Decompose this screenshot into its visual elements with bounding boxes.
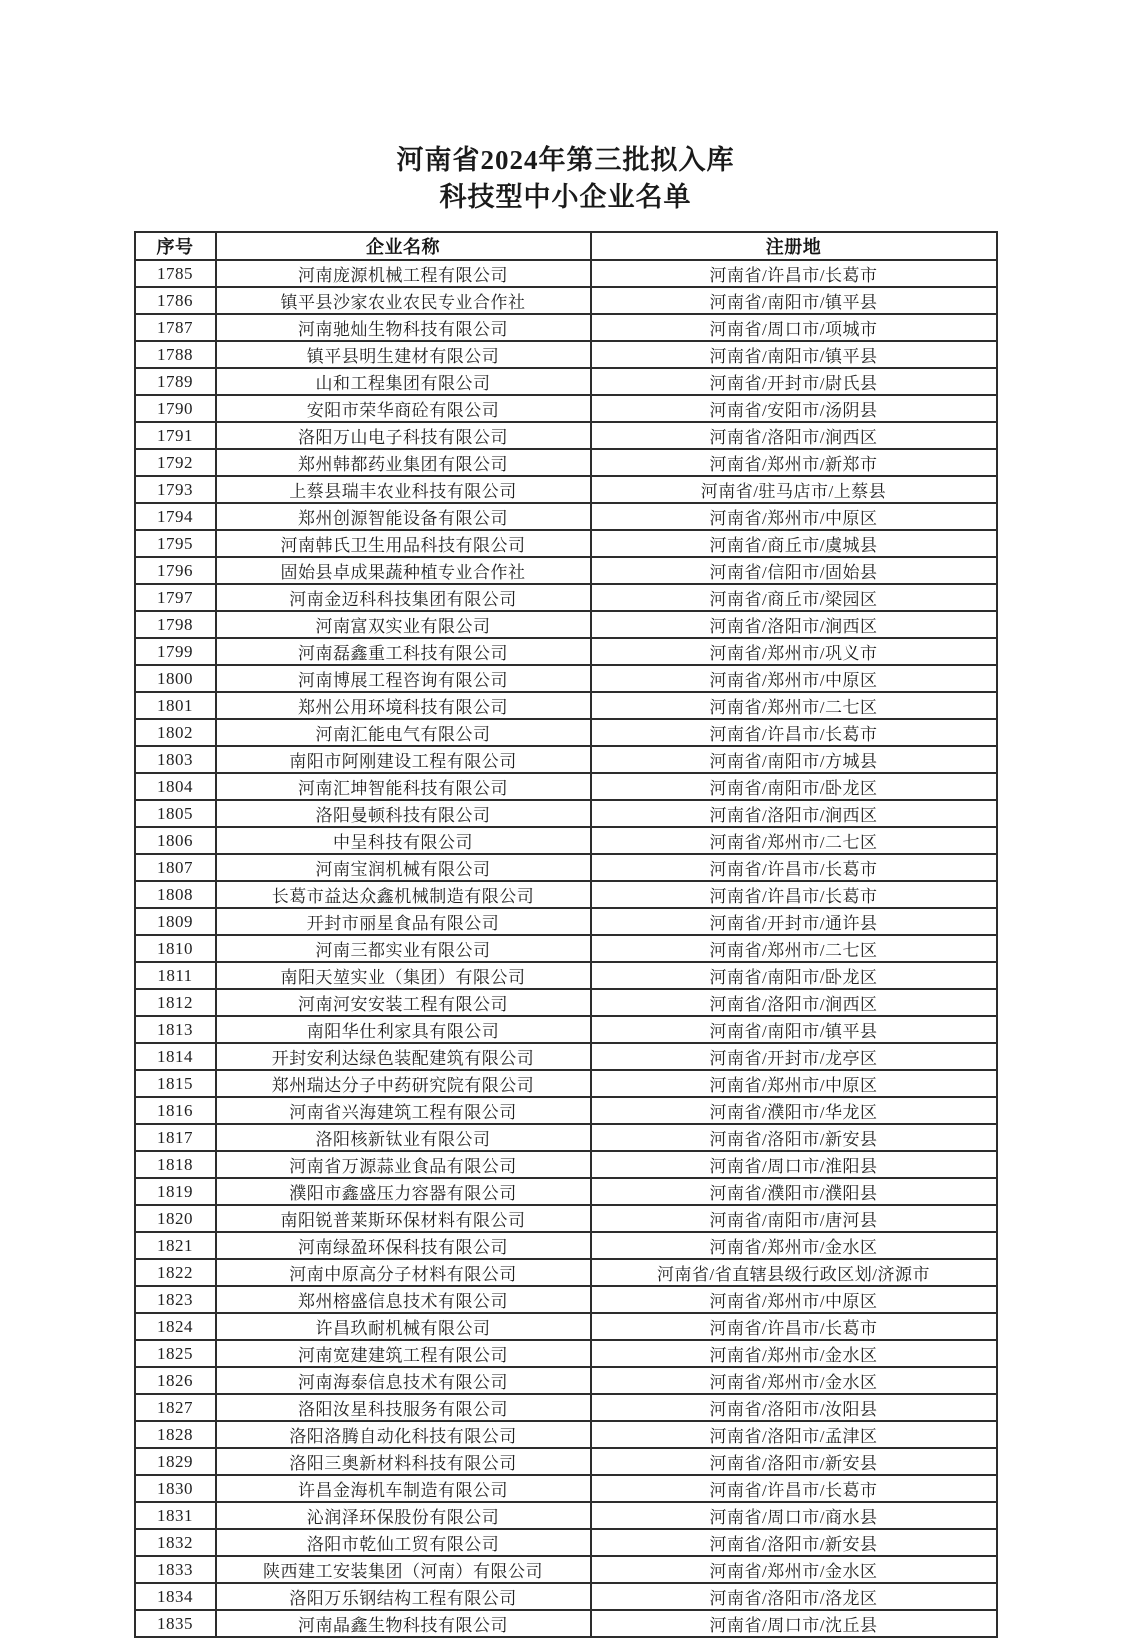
row-number-cell: 1788 [135,341,216,368]
registration-cell: 河南省/南阳市/镇平县 [591,287,997,314]
table-row [135,368,997,395]
company-name-cell: 许昌金海机车制造有限公司 [216,1475,591,1502]
registration-cell: 河南省/洛阳市/涧西区 [591,422,997,449]
row-number-cell: 1812 [135,989,216,1016]
table-row [135,476,997,503]
column-header-serial: 序号 [135,232,216,260]
row-number-cell: 1825 [135,1340,216,1367]
row-number-cell: 1796 [135,557,216,584]
table-row [135,1529,997,1556]
registration-cell: 河南省/周口市/沈丘县 [591,1610,997,1637]
table-row [135,1367,997,1394]
company-name-cell: 河南省兴海建筑工程有限公司 [216,1097,591,1124]
row-number-cell: 1795 [135,530,216,557]
company-table [134,231,998,1638]
company-name-cell: 洛阳洛腾自动化科技有限公司 [216,1421,591,1448]
table-row [135,1475,997,1502]
company-name-cell: 郑州榕盛信息技术有限公司 [216,1286,591,1313]
row-number-cell: 1805 [135,800,216,827]
row-number-cell: 1793 [135,476,216,503]
registration-cell: 河南省/郑州市/中原区 [591,503,997,530]
registration-cell: 河南省/南阳市/镇平县 [591,341,997,368]
company-table-header [135,232,997,260]
row-number-cell: 1810 [135,935,216,962]
page-title-line2: 科技型中小企业名单 [439,182,692,212]
company-name-cell: 洛阳三奥新材料科技有限公司 [216,1448,591,1475]
company-name-cell: 河南庞源机械工程有限公司 [216,260,591,287]
registration-cell: 河南省/洛阳市/洛龙区 [591,1583,997,1610]
registration-cell: 河南省/郑州市/金水区 [591,1340,997,1367]
company-name-cell: 固始县卓成果蔬种植专业合作社 [216,557,591,584]
row-number-cell: 1832 [135,1529,216,1556]
registration-cell: 河南省/郑州市/金水区 [591,1367,997,1394]
registration-cell: 河南省/周口市/淮阳县 [591,1151,997,1178]
row-number-cell: 1791 [135,422,216,449]
table-row [135,1016,997,1043]
registration-cell: 河南省/驻马店市/上蔡县 [591,476,997,503]
company-name-cell: 开封市丽星食品有限公司 [216,908,591,935]
row-number-cell: 1833 [135,1556,216,1583]
company-name-cell: 河南磊鑫重工科技有限公司 [216,638,591,665]
row-number-cell: 1797 [135,584,216,611]
registration-cell: 河南省/许昌市/长葛市 [591,881,997,908]
registration-cell: 河南省/许昌市/长葛市 [591,1475,997,1502]
column-header-registration: 注册地 [591,232,997,260]
table-row [135,1178,997,1205]
row-number-cell: 1799 [135,638,216,665]
company-name-cell: 洛阳核新钛业有限公司 [216,1124,591,1151]
registration-cell: 河南省/濮阳市/濮阳县 [591,1178,997,1205]
registration-cell: 河南省/开封市/通许县 [591,908,997,935]
table-row [135,1313,997,1340]
row-number-cell: 1798 [135,611,216,638]
company-name-cell: 安阳市荣华商砼有限公司 [216,395,591,422]
registration-cell: 河南省/信阳市/固始县 [591,557,997,584]
registration-cell: 河南省/郑州市/中原区 [591,1070,997,1097]
registration-cell: 河南省/洛阳市/新安县 [591,1448,997,1475]
registration-cell: 河南省/洛阳市/涧西区 [591,800,997,827]
company-name-cell: 南阳天堃实业（集团）有限公司 [216,962,591,989]
row-number-cell: 1830 [135,1475,216,1502]
table-row [135,746,997,773]
row-number-cell: 1787 [135,314,216,341]
row-number-cell: 1834 [135,1583,216,1610]
row-number-cell: 1794 [135,503,216,530]
table-row [135,1259,997,1286]
company-name-cell: 上蔡县瑞丰农业科技有限公司 [216,476,591,503]
table-row [135,1340,997,1367]
registration-cell: 河南省/许昌市/长葛市 [591,1313,997,1340]
registration-cell: 河南省/郑州市/中原区 [591,1286,997,1313]
company-name-cell: 郑州瑞达分子中药研究院有限公司 [216,1070,591,1097]
row-number-cell: 1802 [135,719,216,746]
table-row [135,773,997,800]
registration-cell: 河南省/开封市/尉氏县 [591,368,997,395]
row-number-cell: 1801 [135,692,216,719]
table-row [135,827,997,854]
table-row [135,1151,997,1178]
row-number-cell: 1789 [135,368,216,395]
table-row [135,314,997,341]
company-name-cell: 河南宝润机械有限公司 [216,854,591,881]
company-name-cell: 郑州韩都药业集团有限公司 [216,449,591,476]
row-number-cell: 1828 [135,1421,216,1448]
table-row [135,584,997,611]
table-row [135,1583,997,1610]
row-number-cell: 1822 [135,1259,216,1286]
table-row [135,1232,997,1259]
company-name-cell: 河南汇能电气有限公司 [216,719,591,746]
row-number-cell: 1808 [135,881,216,908]
registration-cell: 河南省/洛阳市/涧西区 [591,989,997,1016]
table-row [135,962,997,989]
row-number-cell: 1815 [135,1070,216,1097]
company-name-cell: 镇平县明生建材有限公司 [216,341,591,368]
registration-cell: 河南省/省直辖县级行政区划/济源市 [591,1259,997,1286]
table-row [135,692,997,719]
row-number-cell: 1804 [135,773,216,800]
company-name-cell: 许昌玖耐机械有限公司 [216,1313,591,1340]
company-name-cell: 南阳华仕利家具有限公司 [216,1016,591,1043]
table-row [135,1124,997,1151]
row-number-cell: 1786 [135,287,216,314]
company-name-cell: 洛阳汝星科技服务有限公司 [216,1394,591,1421]
registration-cell: 河南省/郑州市/二七区 [591,935,997,962]
table-row [135,1394,997,1421]
table-row [135,1205,997,1232]
row-number-cell: 1816 [135,1097,216,1124]
registration-cell: 河南省/周口市/项城市 [591,314,997,341]
company-name-cell: 河南省万源蒜业食品有限公司 [216,1151,591,1178]
company-name-cell: 河南海泰信息技术有限公司 [216,1367,591,1394]
table-row [135,1043,997,1070]
table-row [135,1610,997,1637]
table-row [135,881,997,908]
table-row [135,503,997,530]
company-name-cell: 河南绿盈环保科技有限公司 [216,1232,591,1259]
registration-cell: 河南省/周口市/商水县 [591,1502,997,1529]
header-row [135,232,997,260]
table-row [135,557,997,584]
table-row [135,935,997,962]
registration-cell: 河南省/许昌市/长葛市 [591,260,997,287]
company-name-cell: 南阳市阿刚建设工程有限公司 [216,746,591,773]
row-number-cell: 1807 [135,854,216,881]
registration-cell: 河南省/南阳市/卧龙区 [591,962,997,989]
registration-cell: 河南省/南阳市/镇平县 [591,1016,997,1043]
registration-cell: 河南省/郑州市/二七区 [591,827,997,854]
company-name-cell: 长葛市益达众鑫机械制造有限公司 [216,881,591,908]
table-row [135,1286,997,1313]
registration-cell: 河南省/洛阳市/新安县 [591,1124,997,1151]
page-title [0,142,1131,216]
registration-cell: 河南省/郑州市/二七区 [591,692,997,719]
company-name-cell: 河南驰灿生物科技有限公司 [216,314,591,341]
row-number-cell: 1823 [135,1286,216,1313]
company-name-cell: 濮阳市鑫盛压力容器有限公司 [216,1178,591,1205]
table-row [135,1421,997,1448]
company-name-cell: 河南宽建建筑工程有限公司 [216,1340,591,1367]
row-number-cell: 1790 [135,395,216,422]
table-row [135,449,997,476]
table-row [135,800,997,827]
company-table-body [135,260,997,1637]
row-number-cell: 1806 [135,827,216,854]
registration-cell: 河南省/洛阳市/涧西区 [591,611,997,638]
table-row [135,854,997,881]
company-name-cell: 河南富双实业有限公司 [216,611,591,638]
row-number-cell: 1792 [135,449,216,476]
table-row [135,530,997,557]
company-name-cell: 河南河安安装工程有限公司 [216,989,591,1016]
company-name-cell: 河南韩氏卫生用品科技有限公司 [216,530,591,557]
company-name-cell: 南阳锐普莱斯环保材料有限公司 [216,1205,591,1232]
registration-cell: 河南省/郑州市/中原区 [591,665,997,692]
company-name-cell: 河南晶鑫生物科技有限公司 [216,1610,591,1637]
table-row [135,989,997,1016]
table-row [135,1097,997,1124]
registration-cell: 河南省/商丘市/虞城县 [591,530,997,557]
row-number-cell: 1803 [135,746,216,773]
company-name-cell: 河南金迈科科技集团有限公司 [216,584,591,611]
registration-cell: 河南省/开封市/龙亭区 [591,1043,997,1070]
registration-cell: 河南省/许昌市/长葛市 [591,719,997,746]
row-number-cell: 1809 [135,908,216,935]
row-number-cell: 1818 [135,1151,216,1178]
registration-cell: 河南省/郑州市/金水区 [591,1556,997,1583]
company-name-cell: 洛阳市乾仙工贸有限公司 [216,1529,591,1556]
row-number-cell: 1800 [135,665,216,692]
page-title-line1: 河南省2024年第三批拟入库 [396,145,735,175]
company-name-cell: 开封安利达绿色装配建筑有限公司 [216,1043,591,1070]
table-row [135,1448,997,1475]
table-row [135,1070,997,1097]
registration-cell: 河南省/南阳市/唐河县 [591,1205,997,1232]
registration-cell: 河南省/郑州市/新郑市 [591,449,997,476]
company-name-cell: 洛阳万山电子科技有限公司 [216,422,591,449]
row-number-cell: 1821 [135,1232,216,1259]
table-row [135,611,997,638]
registration-cell: 河南省/许昌市/长葛市 [591,854,997,881]
registration-cell: 河南省/商丘市/梁园区 [591,584,997,611]
table-row [135,665,997,692]
table-row [135,260,997,287]
company-name-cell: 河南三都实业有限公司 [216,935,591,962]
table-row [135,1556,997,1583]
company-name-cell: 沁润泽环保股份有限公司 [216,1502,591,1529]
registration-cell: 河南省/安阳市/汤阴县 [591,395,997,422]
table-row [135,395,997,422]
table-row [135,638,997,665]
row-number-cell: 1824 [135,1313,216,1340]
company-name-cell: 洛阳万乐钢结构工程有限公司 [216,1583,591,1610]
registration-cell: 河南省/郑州市/金水区 [591,1232,997,1259]
company-name-cell: 山和工程集团有限公司 [216,368,591,395]
registration-cell: 河南省/南阳市/卧龙区 [591,773,997,800]
company-name-cell: 洛阳曼顿科技有限公司 [216,800,591,827]
table-row [135,719,997,746]
table-row [135,341,997,368]
row-number-cell: 1831 [135,1502,216,1529]
row-number-cell: 1811 [135,962,216,989]
table-row [135,1502,997,1529]
table-row [135,287,997,314]
registration-cell: 河南省/濮阳市/华龙区 [591,1097,997,1124]
row-number-cell: 1785 [135,260,216,287]
row-number-cell: 1835 [135,1610,216,1637]
company-name-cell: 河南博展工程咨询有限公司 [216,665,591,692]
company-name-cell: 镇平县沙家农业农民专业合作社 [216,287,591,314]
company-name-cell: 郑州公用环境科技有限公司 [216,692,591,719]
row-number-cell: 1827 [135,1394,216,1421]
company-name-cell: 河南中原高分子材料有限公司 [216,1259,591,1286]
row-number-cell: 1829 [135,1448,216,1475]
column-header-company-name: 企业名称 [216,232,591,260]
registration-cell: 河南省/南阳市/方城县 [591,746,997,773]
company-name-cell: 河南汇坤智能科技有限公司 [216,773,591,800]
row-number-cell: 1817 [135,1124,216,1151]
row-number-cell: 1820 [135,1205,216,1232]
row-number-cell: 1819 [135,1178,216,1205]
company-name-cell: 中呈科技有限公司 [216,827,591,854]
registration-cell: 河南省/洛阳市/汝阳县 [591,1394,997,1421]
table-row [135,422,997,449]
table-row [135,908,997,935]
row-number-cell: 1814 [135,1043,216,1070]
company-name-cell: 郑州创源智能设备有限公司 [216,503,591,530]
registration-cell: 河南省/洛阳市/新安县 [591,1529,997,1556]
company-name-cell: 陕西建工安装集团（河南）有限公司 [216,1556,591,1583]
row-number-cell: 1826 [135,1367,216,1394]
row-number-cell: 1813 [135,1016,216,1043]
registration-cell: 河南省/郑州市/巩义市 [591,638,997,665]
registration-cell: 河南省/洛阳市/孟津区 [591,1421,997,1448]
